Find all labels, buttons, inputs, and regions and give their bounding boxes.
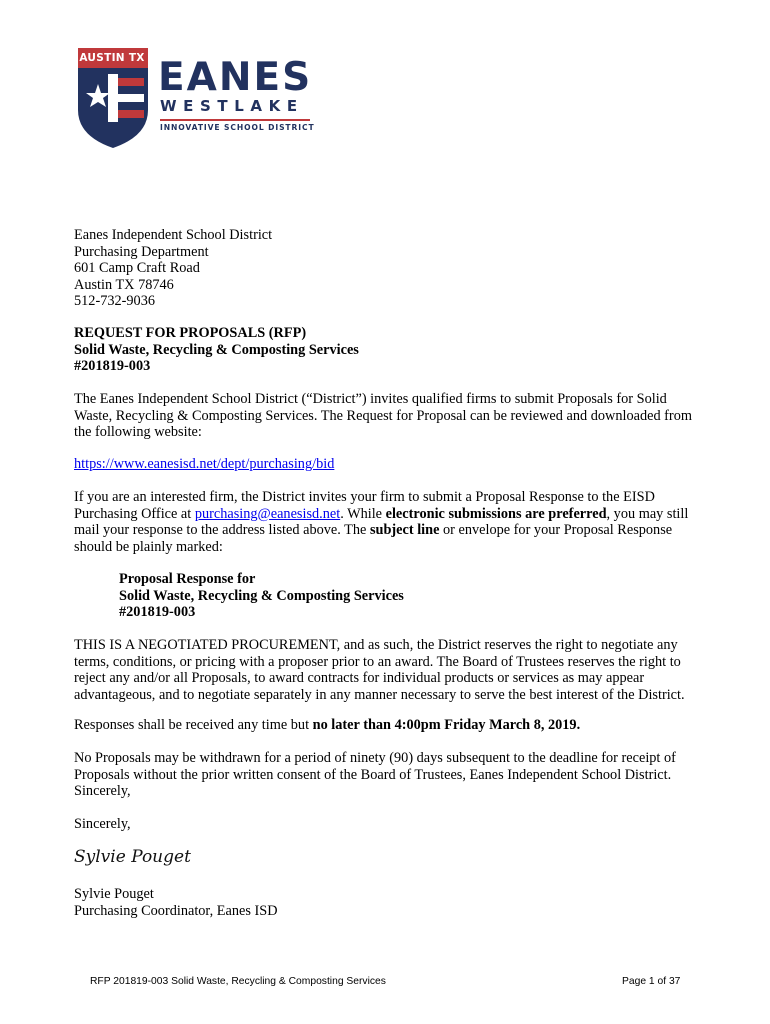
brand-name: EANES [158, 55, 313, 100]
brand-tagline: INNOVATIVE SCHOOL DISTRICT [160, 123, 315, 132]
handwritten-signature: Sylvie Pouget [74, 847, 191, 867]
intro-line: the following website: [74, 424, 202, 440]
intro-line: The Eanes Independent School District (“District”) invites qualified firms to submit Proposals for Solid [74, 391, 667, 407]
marking-line: #201819-003 [119, 604, 196, 620]
website-link[interactable]: https://www.eanesisd.net/dept/purchasing/bid [74, 456, 335, 472]
withdrawal-line: Sincerely, [74, 783, 131, 799]
rfp-heading-line: REQUEST FOR PROPOSALS (RFP) [74, 325, 307, 341]
emphasis-text: subject line [369, 522, 440, 538]
brand-subname: WESTLAKE [160, 97, 304, 115]
address-line: 512-732-9036 [74, 293, 156, 309]
signer-block [74, 886, 694, 919]
text-span: Purchasing Office at [74, 505, 195, 522]
address-block [74, 227, 694, 310]
withdrawal-line: No Proposals may be withdrawn for a period of ninety (90) days subsequent to the deadline for receipt of [74, 750, 676, 766]
intro-paragraph [74, 391, 694, 441]
intro-line: Waste, Recycling & Composting Services. The Request for Proposal can be reviewed and downloaded from [74, 407, 692, 424]
emphasis-text: electronic submissions are preferred [385, 505, 607, 522]
website-link-row [74, 456, 694, 473]
shield-label: AUSTIN TX [79, 52, 145, 64]
submission-line [74, 506, 694, 523]
footer-title: RFP 201819-003 Solid Waste, Recycling & Composting Services [90, 976, 386, 987]
negotiated-line: THIS IS A NEGOTIATED PROCUREMENT, and as such, the District reserves the right to negotiate any [74, 637, 678, 653]
marking-line: Proposal Response for [119, 571, 256, 587]
withdrawal-line: Proposals without the prior written consent of the Board of Trustees, Eanes Independent School District. [74, 766, 672, 783]
deadline-emphasis: no later than 4:00pm Friday March 8, 2019. [312, 717, 581, 733]
address-line: Austin TX 78746 [74, 276, 174, 293]
brand-divider [160, 119, 310, 121]
submission-line: If you are an interested firm, the District invites your firm to submit a Proposal Response to the EISD [74, 489, 655, 505]
submission-line: should be plainly marked: [74, 538, 223, 555]
submission-line [74, 522, 694, 539]
address-line: 601 Camp Craft Road [74, 260, 200, 276]
rfp-heading [74, 325, 694, 375]
marking-line: Solid Waste, Recycling & Composting Services [119, 587, 404, 604]
text-span: or envelope for your Proposal Response [439, 522, 673, 538]
rfp-heading-line: Solid Waste, Recycling & Composting Services [74, 341, 359, 358]
negotiated-line: terms, conditions, or pricing with a proposer prior to an award. The Board of Trustees reserves the right to [74, 653, 681, 670]
rfp-heading-line: #201819-003 [74, 358, 151, 374]
email-link[interactable]: purchasing@eanesisd.net [194, 505, 341, 522]
withdrawal-paragraph [74, 750, 694, 800]
negotiated-line: advantageous, and to negotiate separately in any manner necessary to serve the best interest of the District. [74, 686, 685, 703]
address-line: Eanes Independent School District [74, 227, 273, 243]
text-span: mail your response to the address listed above. The [74, 522, 370, 538]
address-line: Purchasing Department [74, 243, 209, 260]
signer-title: Purchasing Coordinator, Eanes ISD [74, 902, 278, 919]
closing: Sincerely, [74, 816, 131, 832]
text-span: . While [340, 505, 386, 522]
marking-block [119, 571, 739, 621]
signer-name: Sylvie Pouget [74, 886, 154, 902]
footer-page-number: Page 1 of 37 [622, 976, 681, 987]
negotiated-paragraph [74, 637, 694, 703]
submission-paragraph [74, 489, 694, 555]
negotiated-line: reject any and/or all Proposals, to award contracts for individual products or services as may appear [74, 670, 645, 686]
text-span: Responses shall be received any time but [74, 717, 313, 733]
deadline-paragraph [74, 717, 694, 734]
text-span: , you may still [606, 505, 689, 522]
